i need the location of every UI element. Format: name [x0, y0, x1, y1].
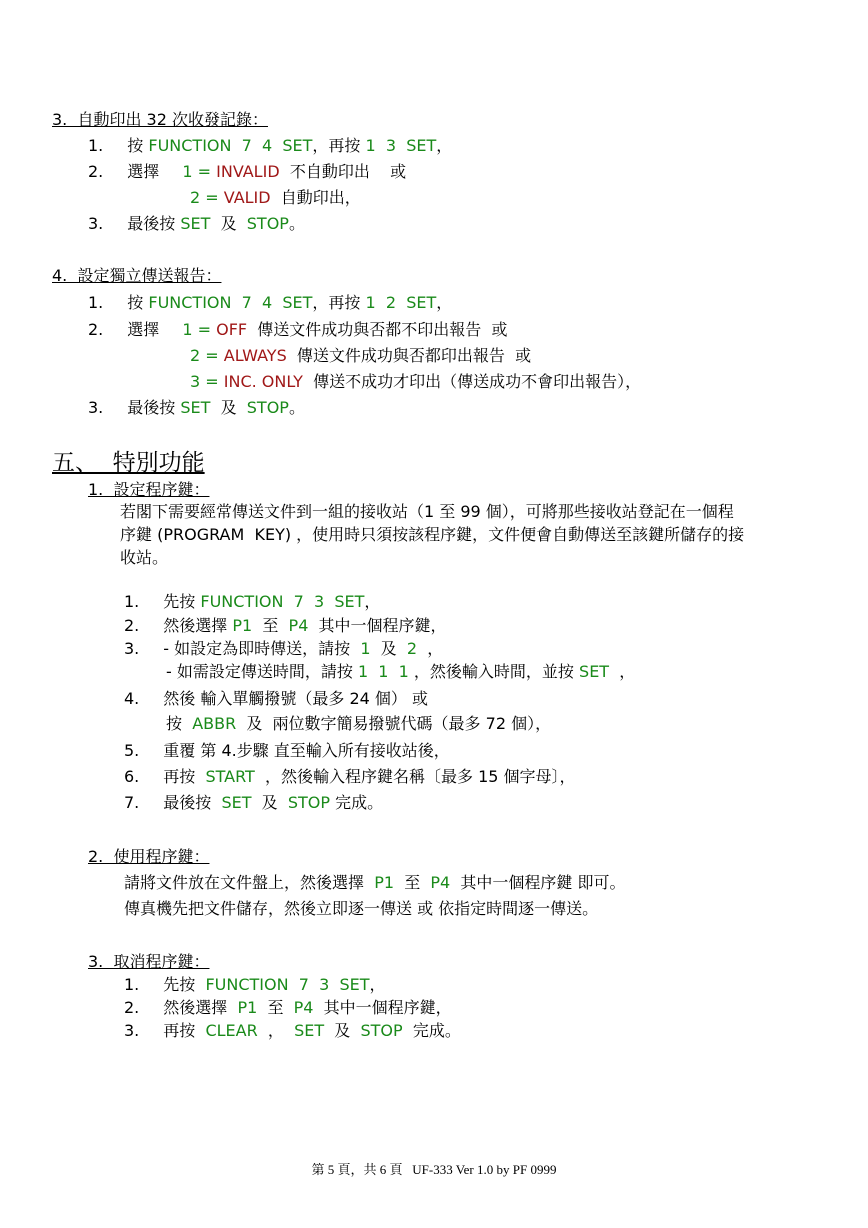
step-text: ， — [436, 136, 453, 155]
key-set: SET — [221, 793, 252, 812]
step-number: 2. — [124, 998, 140, 1017]
step-text: ，然後輸入程序鍵名稱〔最多 15 個字母〕， — [254, 767, 576, 786]
cancel-step-1 — [124, 975, 386, 995]
section-4-option-2 — [190, 346, 531, 366]
section-4-step-3 — [88, 398, 305, 418]
option-desc: 傳送文件成功與否都不印出報告 或 — [247, 320, 508, 339]
key-p4: P4 — [288, 616, 309, 635]
step-text: 及 — [324, 1021, 361, 1040]
step-text: 重覆 第 4.步驟 直至輸入所有接收站後， — [163, 741, 450, 760]
step-text: 完成。 — [402, 1021, 461, 1040]
setup-step-3 — [124, 639, 443, 659]
step-text: ， — [257, 1021, 295, 1040]
cancel-step-2 — [124, 998, 452, 1018]
step-text: 其中一個程序鍵 即可。 — [450, 873, 626, 892]
step-text: ， — [417, 639, 444, 658]
key-stop: STOP — [246, 214, 289, 233]
step-text: 請將文件放在文件盤上，然後選擇 — [124, 873, 375, 892]
use-line-2: 傳真機先把文件儲存，然後立即逐一傳送 或 依指定時間逐一傳送。 — [124, 899, 599, 918]
setup-step-4 — [124, 689, 428, 709]
setup-step-2 — [124, 616, 447, 636]
setup-step-6 — [124, 767, 576, 787]
step-text: 按 — [127, 136, 149, 155]
step-number: 5. — [124, 741, 140, 760]
section-4-option-3 — [190, 372, 641, 392]
program-key-desc-line-3: 收站。 — [120, 548, 169, 567]
step-text: 完成。 — [330, 793, 384, 812]
program-key-cancel-title: 3. 取消程序鍵： — [88, 952, 210, 971]
step-text: 其中一個程序鍵， — [313, 998, 452, 1017]
step-text: ，再按 — [312, 136, 366, 155]
key-2: 2 — [406, 639, 418, 658]
program-key-desc-line-2: 序鍵 (PROGRAM KEY) ，使用時只須按該程序鍵，文件便會自動傳送至該鍵所儲存的接 — [120, 525, 745, 544]
setup-step-1 — [124, 592, 380, 612]
step-text: ，然後輸入時間，並按 — [408, 662, 580, 681]
section-3-option-2 — [190, 188, 361, 208]
step-text: 然後選擇 — [163, 998, 238, 1017]
section-4-step-2 — [88, 320, 507, 340]
option-value: INVALID — [216, 162, 280, 181]
step-text: 按 — [166, 714, 193, 733]
option-number: 2 = — [190, 188, 224, 207]
step-number: 6. — [124, 767, 140, 786]
step-text: 按 — [127, 293, 149, 312]
key-sequence: 1 2 SET — [365, 293, 437, 312]
key-stop: STOP — [246, 398, 289, 417]
step-text: ， — [364, 592, 381, 611]
option-desc: 傳送文件成功與否都印出報告 或 — [286, 346, 532, 365]
step-number: 7. — [124, 793, 140, 812]
step-text: - 如設定為即時傳送，請按 — [163, 639, 361, 658]
option-number: 1 = — [182, 162, 217, 181]
step-text: 及 — [210, 214, 247, 233]
key-stop: STOP — [287, 793, 331, 812]
option-desc: 不自動印出 或 — [279, 162, 407, 181]
step-number: 4. — [124, 689, 140, 708]
setup-step-3-option-b — [166, 662, 635, 682]
option-value: INC. ONLY — [223, 372, 303, 391]
step-text: 。 — [288, 398, 305, 417]
section-3-step-2 — [88, 162, 406, 182]
key-clear: CLEAR — [205, 1021, 258, 1040]
step-text: 先按 — [163, 975, 206, 994]
step-number: 3. — [124, 1021, 140, 1040]
step-text: 先按 — [163, 592, 201, 611]
program-key-setup-title: 1. 設定程序鍵： — [88, 480, 210, 499]
key-p4: P4 — [430, 873, 451, 892]
section-3-title: 3. 自動印出 32 次收發記錄： — [52, 110, 268, 129]
key-1: 1 — [360, 639, 371, 658]
option-number: 3 = — [190, 372, 224, 391]
step-text: - 如需設定傳送時間，請按 — [166, 662, 358, 681]
step-text: 至 — [252, 616, 289, 635]
option-number: 2 = — [190, 346, 224, 365]
key-stop: STOP — [360, 1021, 403, 1040]
chapter-heading: 五、 特別功能 — [52, 450, 205, 476]
key-sequence: FUNCTION 7 4 SET — [148, 293, 313, 312]
key-start: START — [205, 767, 255, 786]
key-abbr: ABBR — [192, 714, 237, 733]
key-set: SET — [180, 214, 211, 233]
step-text: 其中一個程序鍵， — [308, 616, 447, 635]
key-p1: P1 — [232, 616, 253, 635]
section-4-step-1 — [88, 293, 452, 313]
setup-step-7 — [124, 793, 383, 813]
option-value: OFF — [216, 320, 248, 339]
step-text: 再按 — [163, 767, 206, 786]
step-text: 最後按 — [163, 793, 222, 812]
step-number: 3. — [88, 398, 104, 417]
key-set: SET — [579, 662, 610, 681]
step-number: 1. — [88, 136, 104, 155]
step-text: 選擇 — [127, 162, 165, 181]
section-3-step-3 — [88, 214, 305, 234]
key-set: SET — [294, 1021, 325, 1040]
key-sequence: FUNCTION 7 3 SET — [205, 975, 370, 994]
key-p1: P1 — [237, 998, 258, 1017]
cancel-step-3 — [124, 1021, 461, 1041]
step-text: ， — [369, 975, 386, 994]
step-number: 1. — [124, 975, 140, 994]
step-text: 。 — [288, 214, 305, 233]
step-number: 1. — [88, 293, 104, 312]
setup-step-5 — [124, 741, 450, 761]
step-text: 至 — [394, 873, 431, 892]
key-sequence: FUNCTION 7 4 SET — [148, 136, 313, 155]
step-text: 至 — [257, 998, 294, 1017]
step-number: 2. — [88, 162, 104, 181]
step-text: 及 兩位數字簡易撥號代碼（最多 72 個）， — [236, 714, 552, 733]
use-line-1 — [124, 873, 625, 893]
key-p1: P1 — [374, 873, 395, 892]
step-text: 再按 — [163, 1021, 206, 1040]
step-text: ，再按 — [312, 293, 366, 312]
key-set: SET — [180, 398, 211, 417]
key-sequence: 1 3 SET — [365, 136, 437, 155]
option-desc: 自動印出， — [270, 188, 361, 207]
page-footer: 第 5 頁，共 6 頁 UF-333 Ver 1.0 by PF 0999 — [311, 1162, 557, 1177]
section-4-title: 4. 設定獨立傳送報告： — [52, 266, 222, 285]
step-text: 最後按 — [127, 214, 181, 233]
step-number: 1. — [124, 592, 140, 611]
step-text: ， — [609, 662, 636, 681]
step-text: 及 — [251, 793, 288, 812]
step-text: 選擇 — [127, 320, 165, 339]
program-key-use-title: 2. 使用程序鍵： — [88, 847, 210, 866]
step-text: 及 — [210, 398, 247, 417]
key-p4: P4 — [293, 998, 314, 1017]
section-3-step-1 — [88, 136, 452, 156]
option-desc: 傳送不成功才印出（傳送成功不會印出報告）， — [302, 372, 642, 391]
setup-step-4-option-b — [166, 714, 551, 734]
step-text: 然後 輸入單觸撥號（最多 24 個） 或 — [163, 689, 428, 708]
program-key-desc-line-1: 若閣下需要經常傳送文件到一組的接收站（1 至 99 個），可將那些接收站登記在一個程 — [120, 502, 734, 521]
step-text: 然後選擇 — [163, 616, 233, 635]
key-sequence: 1 1 1 — [357, 662, 409, 681]
step-number: 2. — [124, 616, 140, 635]
option-value: VALID — [223, 188, 271, 207]
step-number: 3. — [124, 639, 140, 658]
step-text: 及 — [370, 639, 407, 658]
step-text: 最後按 — [127, 398, 181, 417]
step-text: ， — [436, 293, 453, 312]
option-value: ALWAYS — [223, 346, 287, 365]
option-number: 1 = — [182, 320, 217, 339]
step-number: 3. — [88, 214, 104, 233]
key-sequence: FUNCTION 7 3 SET — [200, 592, 365, 611]
step-number: 2. — [88, 320, 104, 339]
